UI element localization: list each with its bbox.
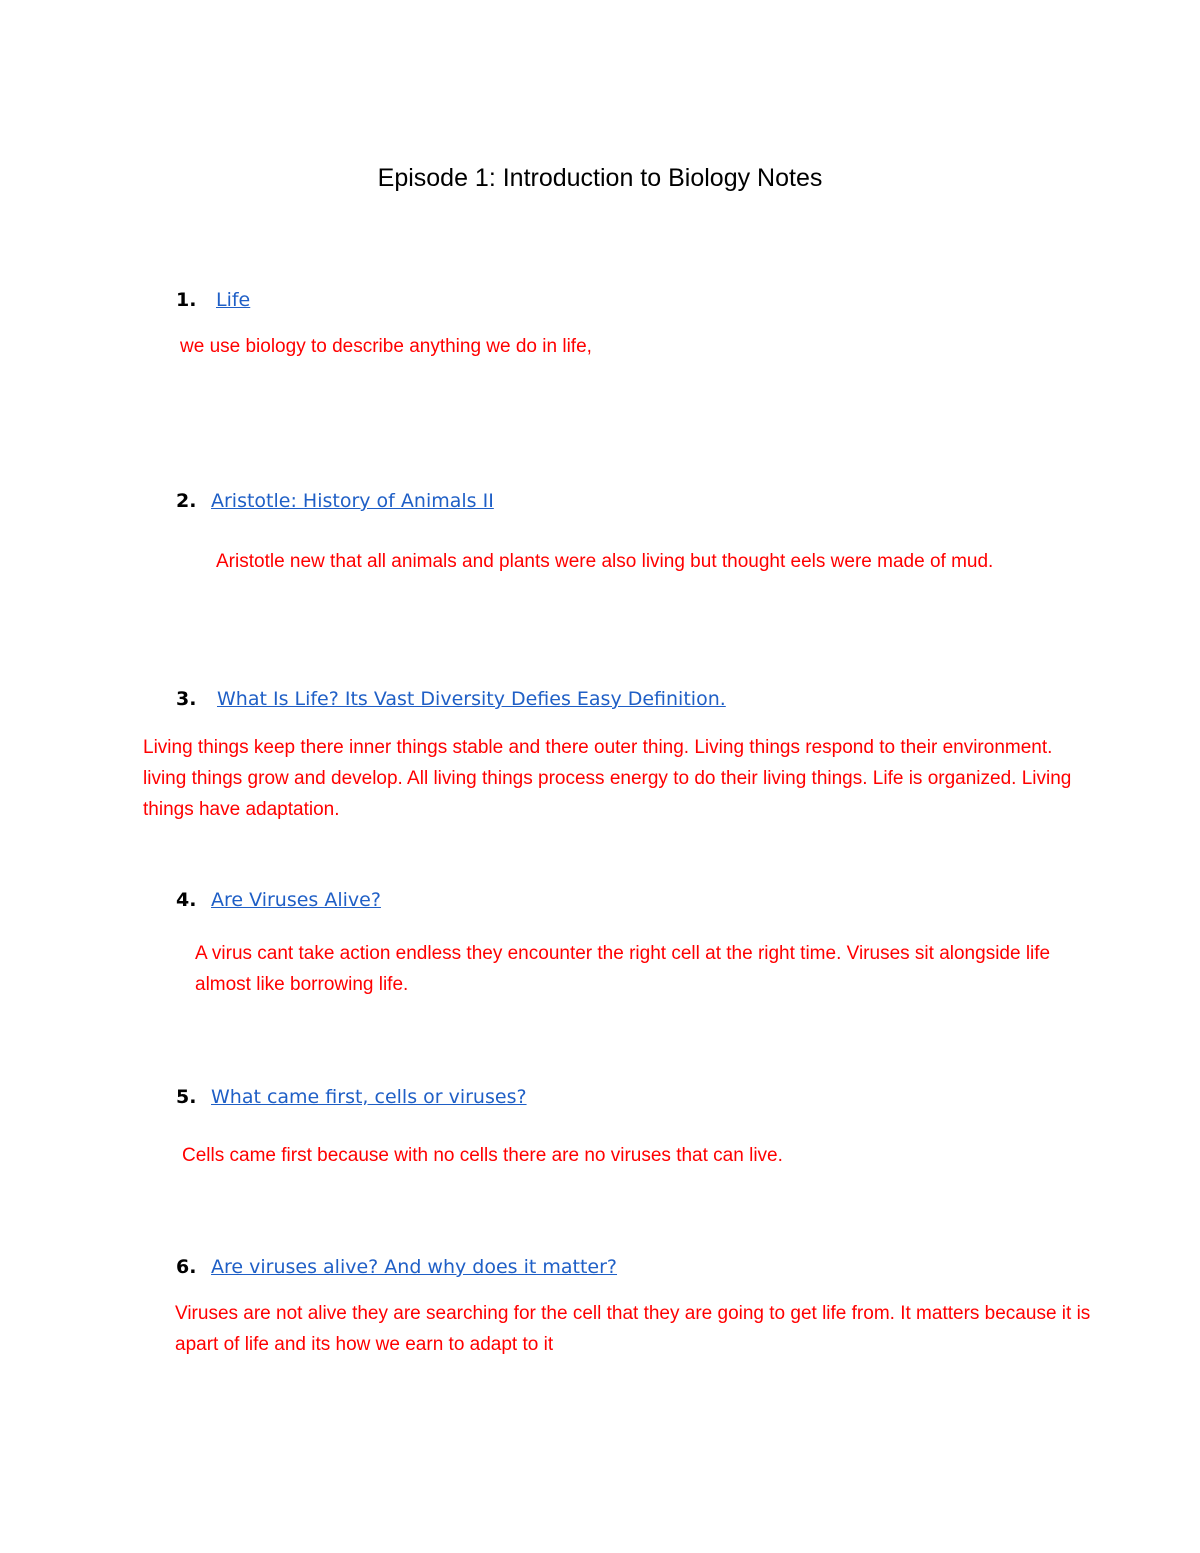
item-heading-link[interactable]: What came first, cells or viruses?: [211, 1086, 527, 1108]
page-title: Episode 1: Introduction to Biology Notes: [377, 164, 823, 192]
item-answer-line-1: Viruses are not alive they are searching for the cell that they are going to get life from. It matters because it is: [175, 1303, 1091, 1324]
item-number: 2.: [176, 490, 197, 512]
item-answer-line-2: living things grow and develop. All living things process energy to do their living things. Life is organized. Living: [143, 768, 1072, 789]
item-number: 4.: [176, 889, 197, 911]
item-answer-line-2: almost like borrowing life.: [195, 974, 409, 995]
item-heading-link[interactable]: What Is Life? Its Vast Diversity Defies Easy Definition.: [217, 688, 726, 710]
item-heading-link[interactable]: Life: [216, 289, 251, 311]
item-answer: we use biology to describe anything we do in life,: [180, 336, 592, 357]
item-answer: Cells came first because with no cells there are no viruses that can live.: [182, 1145, 783, 1166]
item-number: 1.: [176, 289, 197, 311]
item-answer-line-3: things have adaptation.: [143, 799, 340, 820]
item-answer-line-1: A virus cant take action endless they encounter the right cell at the right time. Viruses sit alongside life: [195, 943, 1051, 964]
item-heading-link[interactable]: Are Viruses Alive?: [211, 889, 381, 911]
item-answer: Aristotle new that all animals and plants were also living but thought eels were made of mud.: [216, 551, 994, 572]
item-answer-line-1: Living things keep there inner things stable and there outer thing. Living things respond to their environment.: [143, 737, 1053, 758]
item-number: 5.: [176, 1086, 197, 1108]
item-answer-line-2: apart of life and its how we earn to adapt to it: [175, 1334, 554, 1355]
item-number: 3.: [176, 688, 197, 710]
item-number: 6.: [176, 1256, 197, 1278]
item-heading-link[interactable]: Aristotle: History of Animals II: [211, 490, 494, 512]
item-heading-link[interactable]: Are viruses alive? And why does it matter?: [211, 1256, 618, 1278]
